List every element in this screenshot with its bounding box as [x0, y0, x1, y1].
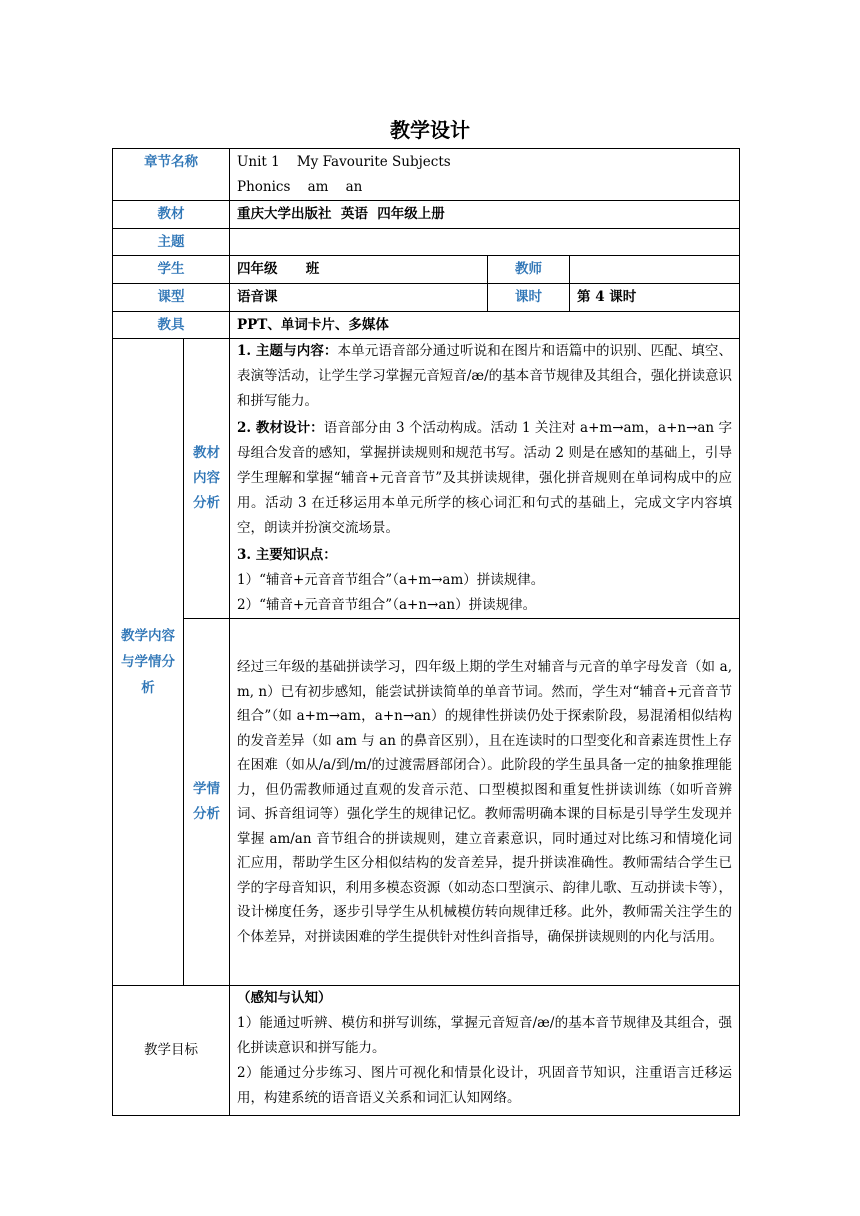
row-goals [113, 986, 740, 1116]
row-learner-analysis [113, 619, 740, 986]
page-title: 教学设计 [390, 118, 470, 142]
period-value: 第 4 课时 [570, 284, 740, 312]
content-point-2 [237, 416, 732, 541]
teacher-value [570, 256, 740, 284]
content-point-2-body: 语音部分由 3 个活动构成。活动 1 关注对 a+m→am，a+n→an 字母组合发音的感知，掌握拼读规则和规范书写。活动 2 则是在感知的基础上，引导学生理解和掌握“辅音+元音音节”及其拼读规律，强化拼音规则在单词构成中的应用。活动 3 在迁移运用本单元所学的核心词汇和句式的基础上，完成文字内容填空，朗读并扮演交流场景。 [237, 420, 732, 536]
content-analysis-label: 教材内容分析 [184, 339, 230, 619]
row-student [113, 256, 740, 284]
theme-label: 主题 [113, 229, 230, 256]
content-point-1 [237, 339, 732, 414]
content-point-1-body: 本单元语音部分通过听说和在图片和语篇中的识别、匹配、填空、表演等活动，让学生学习掌握元音短音/æ/的基本音节规律及其组合，强化拼读意识和拼写能力。 [237, 343, 733, 409]
row-tools [113, 312, 740, 339]
teacher-label: 教师 [488, 256, 570, 284]
row-lesson-type [113, 284, 740, 312]
chapter-unit: Unit 1 My Favourite Subjects [237, 153, 451, 170]
lesson-plan-table [112, 148, 740, 1116]
row-theme [113, 229, 740, 256]
content-point-3-item-2: 2）“辅音+元音音节组合”（a+n→an）拼读规律。 [237, 597, 537, 613]
tools-value: PPT、单词卡片、多媒体 [230, 312, 740, 339]
goals-label: 教学目标 [113, 986, 230, 1116]
lesson-type-label: 课型 [113, 284, 230, 312]
goal-item-1: 1）能通过听辨、模仿和拼写训练，掌握元音短音/æ/的基本音节规律及其组合，强化拼读意识和拼写能力。 [237, 1015, 732, 1056]
content-point-3 [237, 543, 732, 568]
goals-heading: （感知与认知） [237, 990, 332, 1006]
student-value: 四年级 班 [230, 256, 488, 284]
chapter-label: 章节名称 [113, 149, 230, 201]
learner-analysis-label: 学情分析 [184, 619, 230, 986]
student-label: 学生 [113, 256, 230, 284]
textbook-value: 重庆大学出版社 英语 四年级上册 [230, 201, 740, 229]
content-analysis-text [230, 339, 740, 619]
content-point-1-head: 1. 主题与内容： [237, 343, 338, 359]
chapter-value [230, 149, 740, 201]
analysis-label: 教学内容与学情分析 [113, 339, 184, 986]
goal-item-2: 2）能通过分步练习、图片可视化和情景化设计，巩固音节知识，注重语言迁移运用，构建系统的语音语义关系和词汇认知网络。 [237, 1065, 732, 1106]
learner-analysis-text: 经过三年级的基础拼读学习，四年级上期的学生对辅音与元音的单字母发音（如 a, m, n）已有初步感知，能尝试拼读简单的单音节词。然而，学生对“辅音+元音音节组合”（如 a+m→am，a+n→an）的规律性拼读仍处于探索阶段，易混淆相似结构的发音差异（如 am 与 an 的鼻音区别），且在连读时的口型变化和音素连贯性上存在困难（如从/a/到/m/的过渡需唇部闭合）。此阶段的学生虽具备一定的抽象推理能力，但仍需教师通过直观的发音示范、口型模拟图和重复性拼读训练（如听音辨词、拆音组词等）强化学生的规律记忆。教师需明确本课的目标是引导学生发现并掌握 am/an 音节组合的拼读规则，建立音素意识，同时通过对比练习和情境化词汇应用，帮助学生区分相似结构的发音差异，提升拼读准确性。教师需结合学生已学的字母音知识，利用多模态资源（如动态口型演示、韵律儿歌、互动拼读卡等），设计梯度任务，逐步引导学生从机械模仿转向规律迁移。此外，教师需关注学生的个体差异，对拼读困难的学生提供针对性纠音指导，确保拼读规则的内化与活用。 [230, 619, 740, 986]
row-content-analysis [113, 339, 740, 619]
textbook-label: 教材 [113, 201, 230, 229]
period-label: 课时 [488, 284, 570, 312]
content-point-2-head: 2. 教材设计： [237, 420, 324, 436]
lesson-type-value: 语音课 [230, 284, 488, 312]
row-textbook [113, 201, 740, 229]
content-point-3-item-1: 1）“辅音+元音音节组合”（a+m→am）拼读规律。 [237, 572, 545, 588]
chapter-phonics: Phonics am an [237, 178, 363, 195]
row-chapter [113, 149, 740, 201]
content-point-3-head: 3. 主要知识点： [237, 547, 337, 563]
tools-label: 教具 [113, 312, 230, 339]
theme-value [230, 229, 740, 256]
goals-text [230, 986, 740, 1116]
